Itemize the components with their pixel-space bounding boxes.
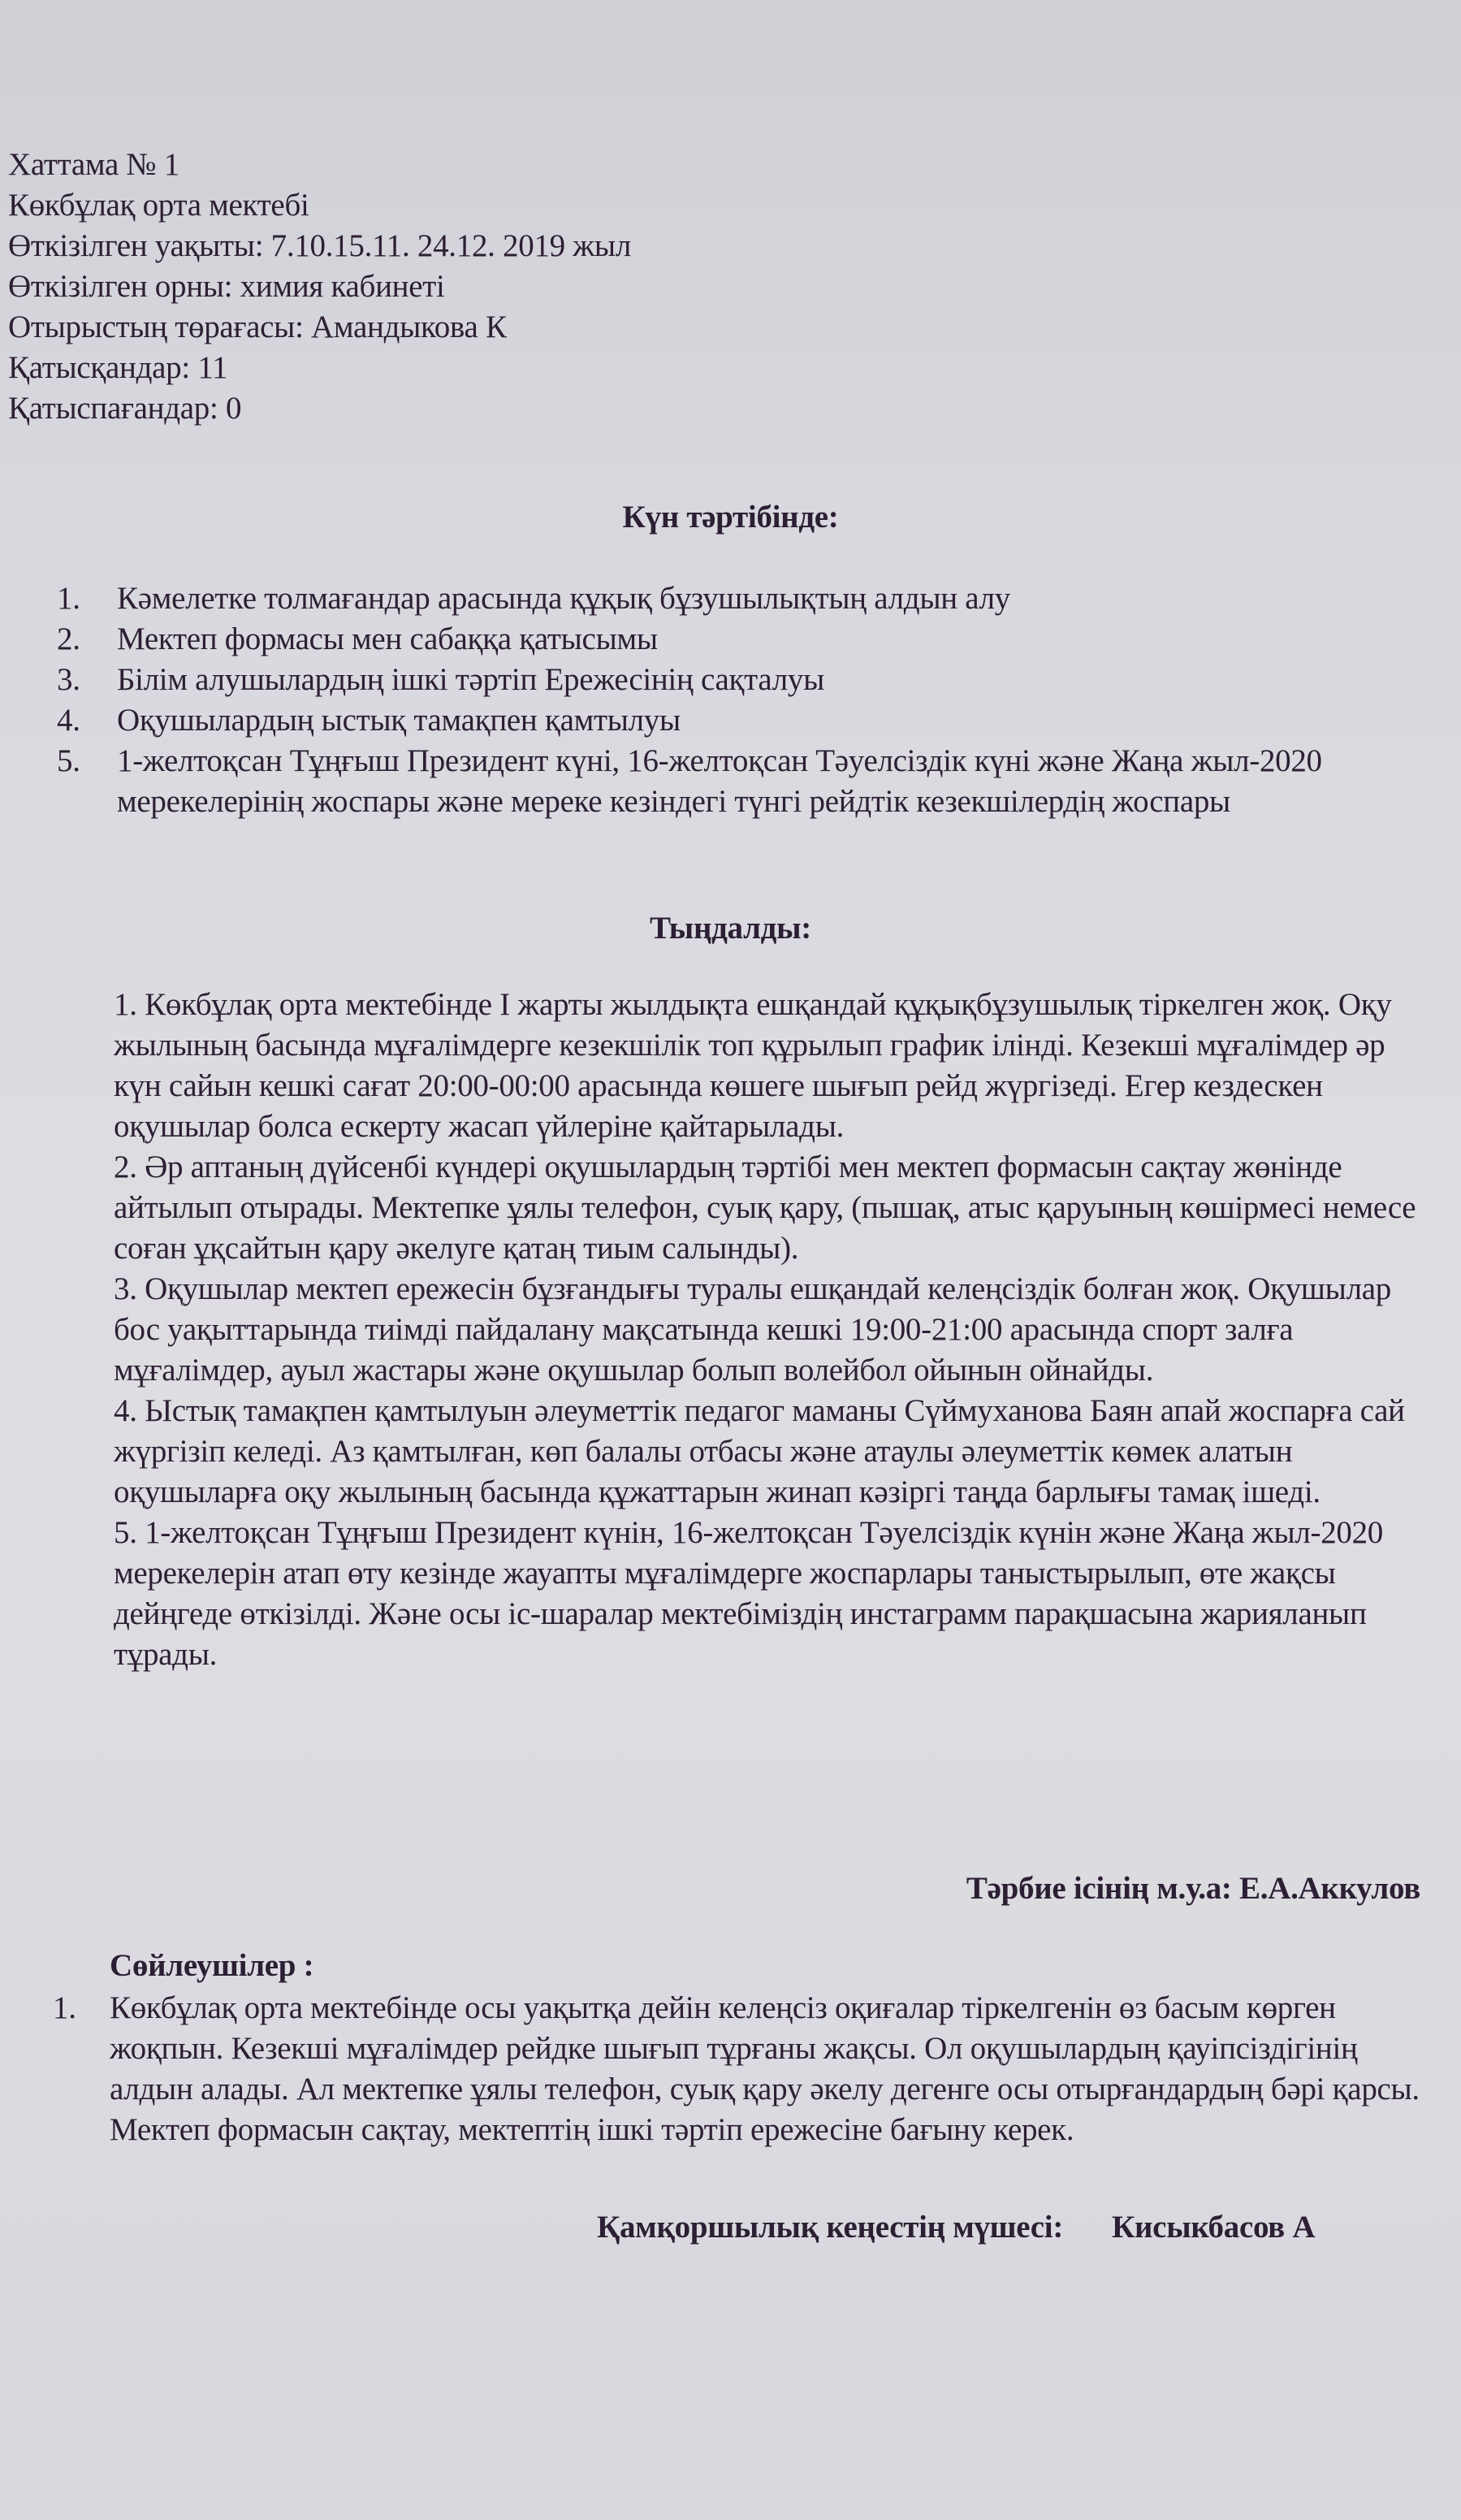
meeting-place: Өткізілген орны: химия кабинеті xyxy=(8,269,445,304)
agenda-item-text: Кәмелетке толмағандар арасында құқық бұзушылықтың алдын алу xyxy=(117,581,1010,616)
agenda-item xyxy=(57,700,1429,741)
agenda-item xyxy=(57,578,1429,619)
agenda-item-text: Білім алушылардың ішкі тәртіп Ережесінің сақталуы xyxy=(117,662,824,697)
agenda-item-text: Оқушылардың ыстық тамақпен қамтылуы xyxy=(117,703,681,738)
protocol-header xyxy=(8,145,631,429)
present-count: Қатысқандар: 11 xyxy=(8,350,228,385)
heard-paragraph: 4. Ыстық тамақпен қамтылуын әлеуметтік педагог маманы Сүймуханова Баян апай жоспарға сай жүргізіп келеді. Аз қамтылған, көп балалы отбасы және атаулы әлеуметтік көмек алатын оқушыларға оқу жылының басында құжаттарын жинап кәзіргі таңда барлығы тамақ ішеді. xyxy=(114,1393,1405,1509)
agenda-item-number: 3. xyxy=(57,662,80,697)
agenda-item xyxy=(57,619,1429,660)
speaker-item-number: 1. xyxy=(53,1990,76,2025)
agenda-item xyxy=(57,660,1429,700)
heard-section xyxy=(114,985,1433,1675)
board-member-name: Кисыкбасов А xyxy=(1112,2210,1316,2245)
heard-paragraph: 1. Көкбұлақ орта мектебінде І жарты жылдықта ешқандай құқықбұзушылық тіркелген жоқ. Оқу жылының басында мұғалімдерге кезекшілік топ құрылып график ілінді. Кезекші мұғалімдер әр күн сайын кешкі сағат 20:00-00:00 арасында көшеге шығып рейд жүргізеді. Егер кездескен оқушылар болса ескерту жасап үйлеріне қайтарылады. xyxy=(114,987,1392,1144)
meeting-date: Өткізілген уақыты: 7.10.15.11. 24.12. 2019 жыл xyxy=(8,228,632,263)
heard-title: Тыңдалды: xyxy=(650,911,811,946)
protocol-number: Хаттама № 1 xyxy=(8,147,179,182)
board-member-signature xyxy=(597,2207,1315,2248)
agenda-item-number: 5. xyxy=(57,743,80,778)
speakers-title: Сөйлеушілер : xyxy=(110,1948,314,1983)
absent-count: Қатыспағандар: 0 xyxy=(8,391,242,426)
agenda-item-text: Мектеп формасы мен сабаққа қатысымы xyxy=(117,621,658,656)
agenda-item-number: 2. xyxy=(57,621,80,656)
agenda-item xyxy=(57,741,1429,822)
educator-signature: Тәрбие ісінің м.у.а: Е.А.Аккулов xyxy=(966,1871,1420,1906)
agenda-title: Күн тәртібінде: xyxy=(622,500,839,535)
agenda-list xyxy=(57,578,1429,822)
heard-paragraph: 5. 1-желтоқсан Тұңғыш Президент күнін, 16-желтоқсан Тәуелсіздік күнін және Жаңа жыл-2020 мерекелерін атап өту кезінде жауапты мұғалімдерге жоспарлары таныстырылып, өте жақсы дейңгеде өткізілді. Және осы іс-шаралар мектебіміздің инстаграмм парақшасына жарияланып тұрады. xyxy=(114,1515,1384,1672)
school-name: Көкбұлақ орта мектебі xyxy=(8,188,309,223)
agenda-item-text: 1-желтоқсан Тұңғыш Президент күні, 16-желтоқсан Тәуелсіздік күні және Жаңа жыл-2020 мерекелерінің жоспары және мереке кезіндегі түнгі рейдтік кезекшілердің жоспары xyxy=(117,743,1322,819)
speaker-item-text: Көкбұлақ орта мектебінде осы уақытқа дейін келеңсіз оқиғалар тіркелгенін өз басым көрген жоқпын. Кезекші мұғалімдер рейдке шығып тұрғаны жақсы. Ол оқушылардың қауіпсіздігінің алдын алады. Ал мектепке ұялы телефон, суық қару әкелу дегенге осы отырғандардың бәрі қарсы. Мектеп формасын сақтау, мектептің ішкі тәртіп ережесіне бағыну керек. xyxy=(110,1990,1420,2147)
heard-paragraph: 2. Әр аптаның дүйсенбі күндері оқушылардың тәртібі мен мектеп формасын сақтау жөнінде айтылып отырады. Мектепке ұялы телефон, суық қару, (пышақ, атыс қаруының көшірмесі немесе соған ұқсайтын қару әкелуге қатаң тиым салынды). xyxy=(114,1150,1416,1266)
meeting-chair: Отырыстың төрағасы: Амандыкова К xyxy=(8,310,507,344)
agenda-item-number: 1. xyxy=(57,581,80,616)
heard-paragraph: 3. Оқушылар мектеп ережесін бұзғандығы туралы ешқандай келеңсіздік болған жоқ. Оқушылар бос уақыттарында тиімді пайдалану мақсатында кешкі 19:00-21:00 арасында спорт залға мұғалімдер, ауыл жастары және оқушылар болып волейбол ойынын ойнайды. xyxy=(114,1271,1391,1388)
agenda-item-number: 4. xyxy=(57,703,80,738)
speaker-item xyxy=(53,1988,1433,2150)
board-member-role: Қамқоршылық кеңестің мүшесі: xyxy=(597,2210,1064,2245)
